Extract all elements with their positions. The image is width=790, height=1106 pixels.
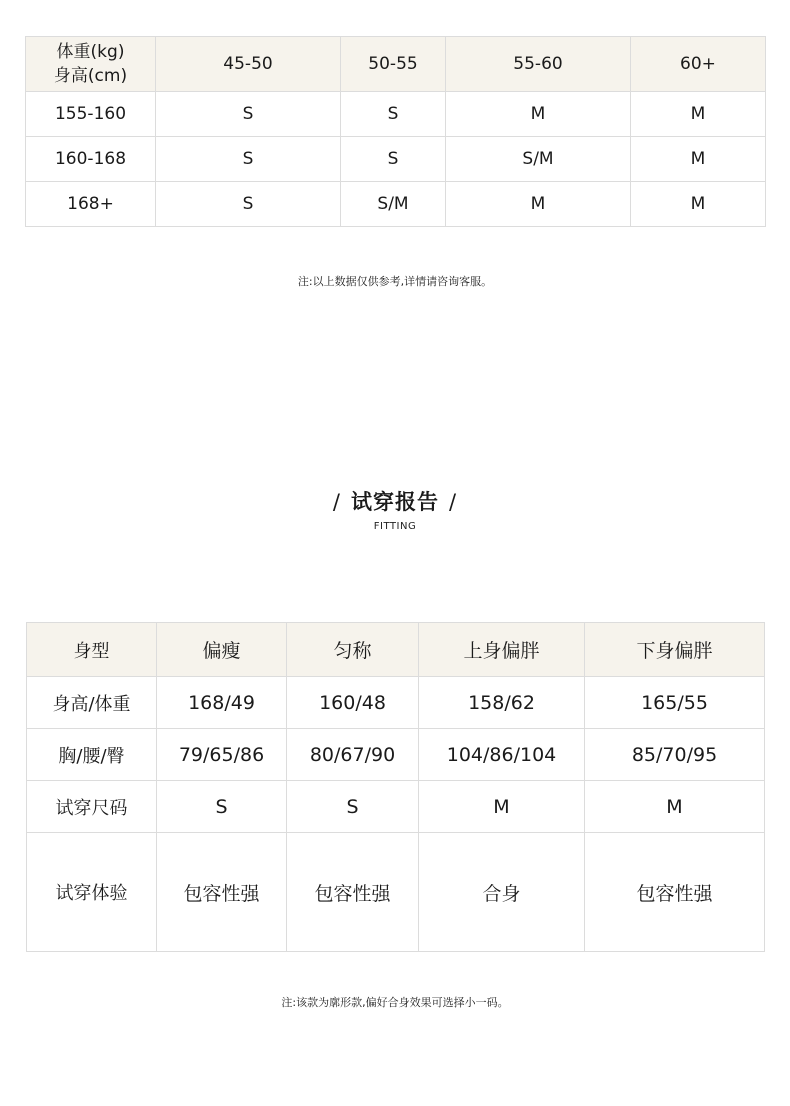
- height-range-cell: 168+: [26, 182, 156, 227]
- fitting-row: [27, 833, 765, 952]
- size-cell: S: [341, 92, 446, 137]
- body-type-header: 匀称: [287, 623, 419, 677]
- weight-range-header: 55-60: [446, 37, 631, 92]
- fitting-value-cell: S: [287, 781, 419, 833]
- height-axis-label: 身高(cm): [53, 66, 128, 86]
- size-cell: S/M: [341, 182, 446, 227]
- fitting-value-cell: 包容性强: [585, 833, 765, 952]
- fitting-value-cell: 包容性强: [157, 833, 287, 952]
- fitting-value-cell: 104/86/104: [419, 729, 585, 781]
- fitting-value-cell: 包容性强: [287, 833, 419, 952]
- fitting-value-cell: M: [419, 781, 585, 833]
- size-cell: S: [156, 92, 341, 137]
- weight-range-header: 45-50: [156, 37, 341, 92]
- fitting-value-cell: M: [585, 781, 765, 833]
- weight-range-header: 50-55: [341, 37, 446, 92]
- height-range-cell: 155-160: [26, 92, 156, 137]
- size-chart-header-row: [26, 37, 766, 92]
- body-type-label: 身型: [27, 623, 157, 677]
- size-chart-row: [26, 182, 766, 227]
- fitting-value-cell: 85/70/95: [585, 729, 765, 781]
- fitting-row: [27, 781, 765, 833]
- body-type-header: 下身偏胖: [585, 623, 765, 677]
- size-chart-table: [25, 36, 766, 227]
- fitting-value-cell: 80/67/90: [287, 729, 419, 781]
- fitting-row: [27, 677, 765, 729]
- size-chart-note: 注:以上数据仅供参考,详情请咨询客服。: [297, 275, 493, 288]
- fitting-value-cell: 合身: [419, 833, 585, 952]
- size-cell: S/M: [446, 137, 631, 182]
- size-cell: S: [156, 182, 341, 227]
- body-type-header: 上身偏胖: [419, 623, 585, 677]
- weight-range-header: 60+: [631, 37, 766, 92]
- height-range-cell: 160-168: [26, 137, 156, 182]
- fitting-value-cell: 79/65/86: [157, 729, 287, 781]
- fitting-row-label: 胸/腰/臀: [27, 729, 157, 781]
- fitting-row: [27, 729, 765, 781]
- size-cell: M: [631, 182, 766, 227]
- fitting-row-label: 试穿体验: [27, 833, 157, 952]
- title-slash-left: /: [332, 490, 341, 514]
- size-chart-corner-cell: [26, 37, 156, 92]
- fitting-header-row: [27, 623, 765, 677]
- fitting-section-title: [0, 486, 790, 516]
- fitting-row-label: 身高/体重: [27, 677, 157, 729]
- fitting-value-cell: 158/62: [419, 677, 585, 729]
- fitting-report-table: [26, 622, 765, 952]
- fitting-subtitle: FITTING: [373, 521, 417, 532]
- fitting-value-cell: 165/55: [585, 677, 765, 729]
- fitting-value-cell: S: [157, 781, 287, 833]
- size-cell: S: [156, 137, 341, 182]
- weight-axis-label: 体重(kg): [56, 42, 125, 62]
- size-cell: M: [446, 92, 631, 137]
- fitting-value-cell: 168/49: [157, 677, 287, 729]
- body-type-header: 偏瘦: [157, 623, 287, 677]
- size-cell: S: [341, 137, 446, 182]
- fitting-note: 注:该款为廓形款,偏好合身效果可选择小一码。: [281, 996, 509, 1009]
- size-cell: M: [631, 92, 766, 137]
- size-chart-row: [26, 137, 766, 182]
- fitting-title-text: 试穿报告: [351, 490, 439, 514]
- size-chart-row: [26, 92, 766, 137]
- fitting-value-cell: 160/48: [287, 677, 419, 729]
- fitting-row-label: 试穿尺码: [27, 781, 157, 833]
- size-cell: M: [631, 137, 766, 182]
- title-slash-right: /: [449, 490, 458, 514]
- size-cell: M: [446, 182, 631, 227]
